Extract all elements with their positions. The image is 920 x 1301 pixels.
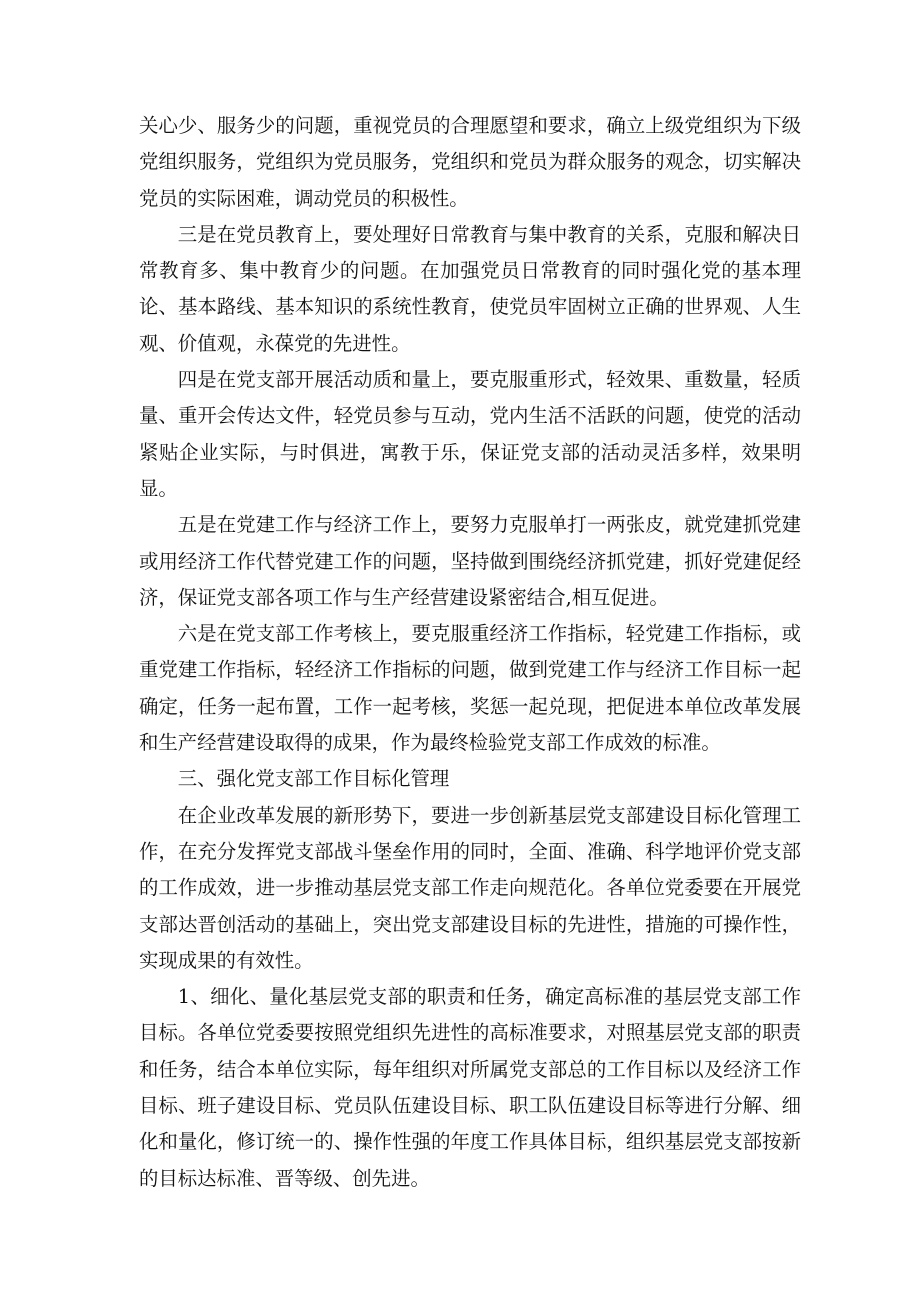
paragraph-point-three: 三是在党员教育上，要处理好日常教育与集中教育的关系，克服和解决日常教育多、集中教育少的问题。在加强党员日常教育的同时强化党的基本理论、基本路线、基本知识的系统性教育，使党员牢固树立正确的世界观、人生观、价值观，永葆党的先进性。 (139, 222, 801, 355)
paragraph-continuation: 关心少、服务少的问题，重视党员的合理愿望和要求，确立上级党组织为下级党组织服务，党组织为党员服务，党组织和党员为群众服务的观念，切实解决党员的实际困难，调动党员的积极性。 (139, 114, 801, 210)
paragraph-section-intro: 在企业改革发展的新形势下，要进一步创新基层党支部建设目标化管理工作，在充分发挥党支部战斗堡垒作用的同时，全面、准确、科学地评价党支部的工作成效，进一步推动基层党支部工作走向规范化。各单位党委要在开展党支部达晋创活动的基础上，突出党支部建设目标的先进性，措施的可操作性，实现成果的有效性。 (139, 803, 801, 972)
paragraph-point-four: 四是在党支部开展活动质和量上，要克服重形式，轻效果、重数量，轻质量、重开会传达文件，轻党员参与互动，党内生活不活跃的问题，使党的活动紧贴企业实际，与时俱进，寓教于乐，保证党支部的活动灵活多样，效果明显。 (139, 368, 801, 500)
section-heading: 三、强化党支部工作目标化管理 (177, 767, 450, 791)
paragraph-item-one: 1、细化、量化基层党支部的职责和任务，确定高标准的基层党支部工作目标。各单位党委要按照党组织先进性的高标准要求，对照基层党支部的职责和任务，结合本单位实际，每年组织对所属党支部总的工作目标以及经济工作目标、班子建设目标、党员队伍建设目标、职工队伍建设目标等进行分解、细化和量化，修订统一的、操作性强的年度工作具体目标，组织基层党支部按新的目标达标准、晋等级、创先进。 (139, 985, 801, 1190)
paragraph-point-five: 五是在党建工作与经济工作上，要努力克服单打一两张皮，就党建抓党建或用经济工作代替党建工作的问题，坚持做到围绕经济抓党建，抓好党建促经济，保证党支部各项工作与生产经营建设紧密结合,相互促进。 (139, 513, 801, 609)
paragraph-point-six: 六是在党支部工作考核上，要克服重经济工作指标，轻党建工作指标，或重党建工作指标，轻经济工作指标的问题，做到党建工作与经济工作目标一起确定，任务一起布置，工作一起考核，奖惩一起兑现，把促进本单位改革发展和生产经营建设取得的成果，作为最终检验党支部工作成效的标准。 (139, 622, 801, 755)
document-page (139, 108, 801, 1197)
